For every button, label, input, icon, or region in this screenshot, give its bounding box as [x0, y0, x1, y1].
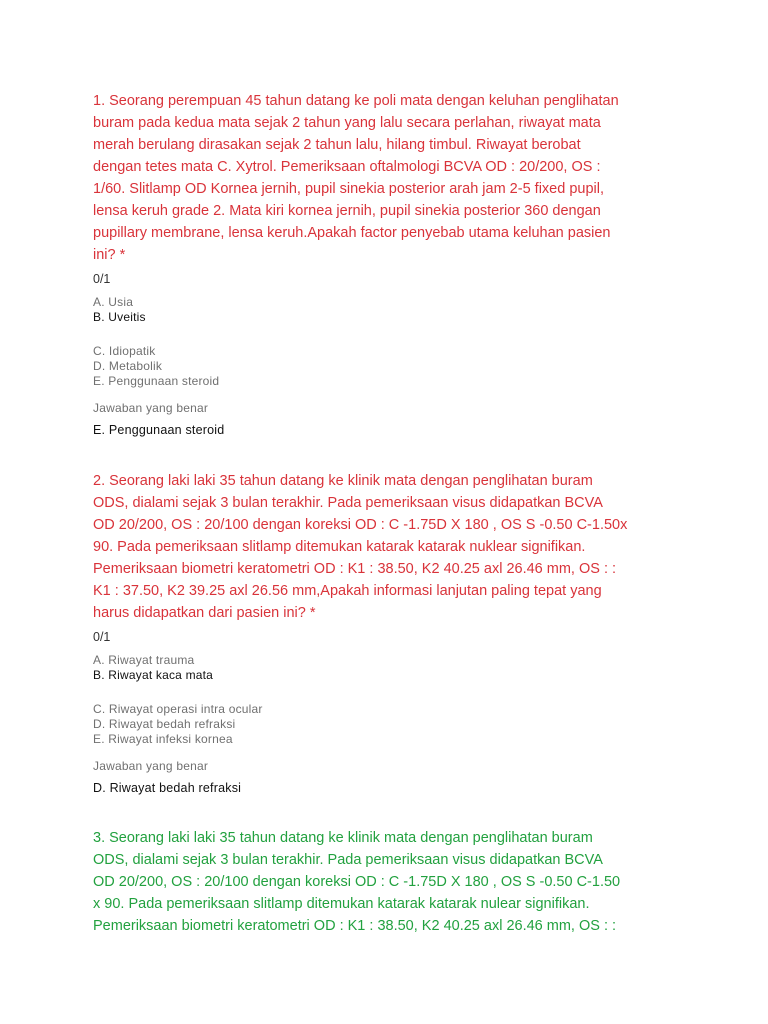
question-line: merah berulang dirasakan sejak 2 tahun lalu, hilang timbul. Riwayat berobat — [93, 137, 581, 153]
question-1-correct-answer: E. Penggunaan steroid — [93, 423, 225, 437]
question-line: Pemeriksaan biometri keratometri OD : K1 : 38.50, K2 40.25 axl 26.46 mm, OS : : — [93, 918, 617, 934]
question-line: 90. Pada pemeriksaan slitlamp ditemukan katarak katarak nuklear signifikan. — [93, 539, 586, 555]
question-line: lensa keruh grade 2. Mata kiri kornea jernih, pupil sinekia posterior 360 dengan — [93, 203, 601, 219]
question-line: OD 20/200, OS : 20/100 dengan koreksi OD : C -1.75D X 180 , OS S -0.50 C-1.50x — [93, 517, 628, 533]
question-line: pupillary membrane, lensa keruh.Apakah factor penyebab utama keluhan pasien — [93, 225, 611, 241]
question-1-text — [93, 90, 693, 266]
question-line: Pemeriksaan biometri keratometri OD : K1 : 38.50, K2 40.25 axl 26.46 mm, OS : : — [93, 561, 617, 577]
question-2-option-b-selected: B. Riwayat kaca mata — [93, 668, 214, 682]
question-1-answer-label: Jawaban yang benar — [93, 401, 209, 415]
question-2-option-e: E. Riwayat infeksi kornea — [93, 732, 233, 746]
question-line: buram pada kedua mata sejak 2 tahun yang lalu secara perlahan, riwayat mata — [93, 115, 601, 131]
question-2-score: 0/1 — [93, 630, 111, 644]
question-1-option-e: E. Penggunaan steroid — [93, 374, 220, 388]
question-line: dengan tetes mata C. Xytrol. Pemeriksaan oftalmologi BCVA OD : 20/200, OS : — [93, 159, 601, 175]
question-1-option-a: A. Usia — [93, 295, 134, 309]
question-line: K1 : 37.50, K2 39.25 axl 26.56 mm,Apakah informasi lanjutan paling tepat yang — [93, 583, 602, 599]
question-line: harus didapatkan dari pasien ini? * — [93, 605, 316, 621]
question-line: 3. Seorang laki laki 35 tahun datang ke klinik mata dengan penglihatan buram — [93, 830, 593, 846]
question-line: 2. Seorang laki laki 35 tahun datang ke klinik mata dengan penglihatan buram — [93, 473, 593, 489]
question-line: OD 20/200, OS : 20/100 dengan koreksi OD : C -1.75D X 180 , OS S -0.50 C-1.50 — [93, 874, 621, 890]
question-3-text — [93, 827, 693, 937]
question-1-option-c: C. Idiopatik — [93, 344, 156, 358]
question-line: 1. Seorang perempuan 45 tahun datang ke poli mata dengan keluhan penglihatan — [93, 93, 619, 109]
question-line: ODS, dialami sejak 3 bulan terakhir. Pada pemeriksaan visus didapatkan BCVA — [93, 495, 603, 511]
question-line: ODS, dialami sejak 3 bulan terakhir. Pada pemeriksaan visus didapatkan BCVA — [93, 852, 603, 868]
question-1-option-b-selected: B. Uveitis — [93, 310, 146, 324]
question-line: 1/60. Slitlamp OD Kornea jernih, pupil sinekia posterior arah jam 2-5 fixed pupil, — [93, 181, 604, 197]
question-2-option-a: A. Riwayat trauma — [93, 653, 195, 667]
question-2-option-d: D. Riwayat bedah refraksi — [93, 717, 236, 731]
question-1-option-d: D. Metabolik — [93, 359, 163, 373]
question-2-text — [93, 470, 693, 624]
question-line: x 90. Pada pemeriksaan slitlamp ditemukan katarak katarak nulear signifikan. — [93, 896, 590, 912]
question-2-correct-answer: D. Riwayat bedah refraksi — [93, 781, 242, 795]
question-1-score: 0/1 — [93, 272, 111, 286]
question-2-answer-label: Jawaban yang benar — [93, 759, 209, 773]
question-2-option-c: C. Riwayat operasi intra ocular — [93, 702, 263, 716]
question-line: ini? * — [93, 247, 126, 263]
